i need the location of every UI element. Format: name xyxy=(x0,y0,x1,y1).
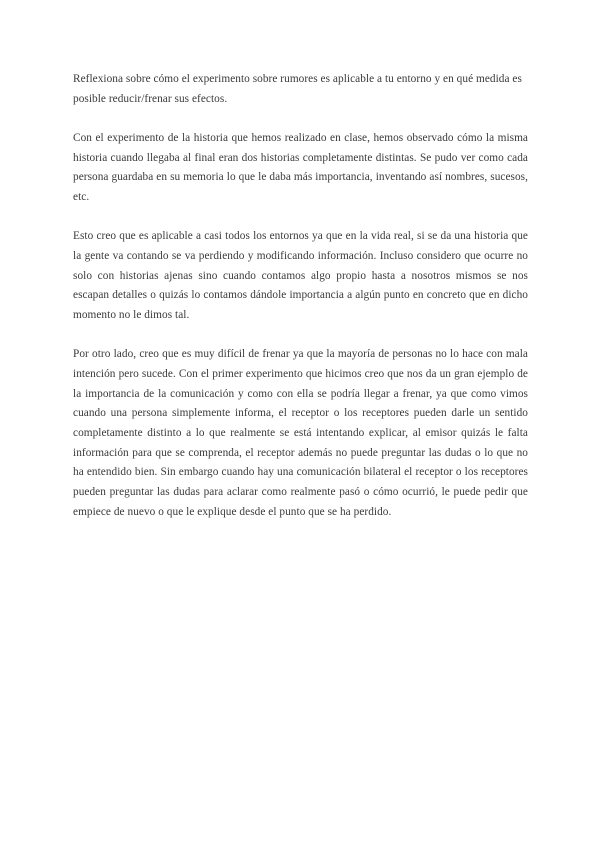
question-paragraph: Reflexiona sobre cómo el experimento sobre rumores es aplicable a tu entorno y en qué medida es posible reducir/frenar sus efectos. xyxy=(73,73,522,105)
answer-paragraph-1: Con el experimento de la historia que hemos realizado en clase, hemos observado cómo la misma historia cuando llegaba al final eran dos historias completamente distintas. Se pudo ver como cada persona guardaba en su memoria lo que le daba más importancia, inventando así nombres, sucesos, etc. xyxy=(73,131,528,204)
answer-paragraph-3: Por otro lado, creo que es muy difícil de frenar ya que la mayoría de personas no lo hace con mala intención pero sucede. Con el primer experimento que hicimos creo que nos da un gran ejemplo de la importancia de la comunicación y como con ella se podría llegar a frenar, ya que como vimos cuando una persona simplemente informa, el receptor o los receptores pueden darle un sentido completamente distinto a lo que realmente se está intentando explicar, al emisor quizás le falta información para que se comprenda, el receptor además no puede preguntar las dudas o lo que no ha entendido bien. Sin embargo cuando hay una comunicación bilateral el receptor o los receptores pueden preguntar las dudas para aclarar como realmente pasó o cómo ocurrió, le puede pedir que empiece de nuevo o que le explique desde el punto que se ha perdido. xyxy=(73,348,528,518)
answer-paragraph-2: Esto creo que es aplicable a casi todos los entornos ya que en la vida real, si se da una historia que la gente va contando se va perdiendo y modificando información. Incluso considero que ocurre no solo con historias ajenas sino cuando contamos algo propio hasta a nosotros mismos se nos escapan detalles o quizás lo contamos dándole importancia a algún punto en concreto que en dicho momento no le dimos tal. xyxy=(73,230,528,322)
document-body xyxy=(73,70,528,542)
